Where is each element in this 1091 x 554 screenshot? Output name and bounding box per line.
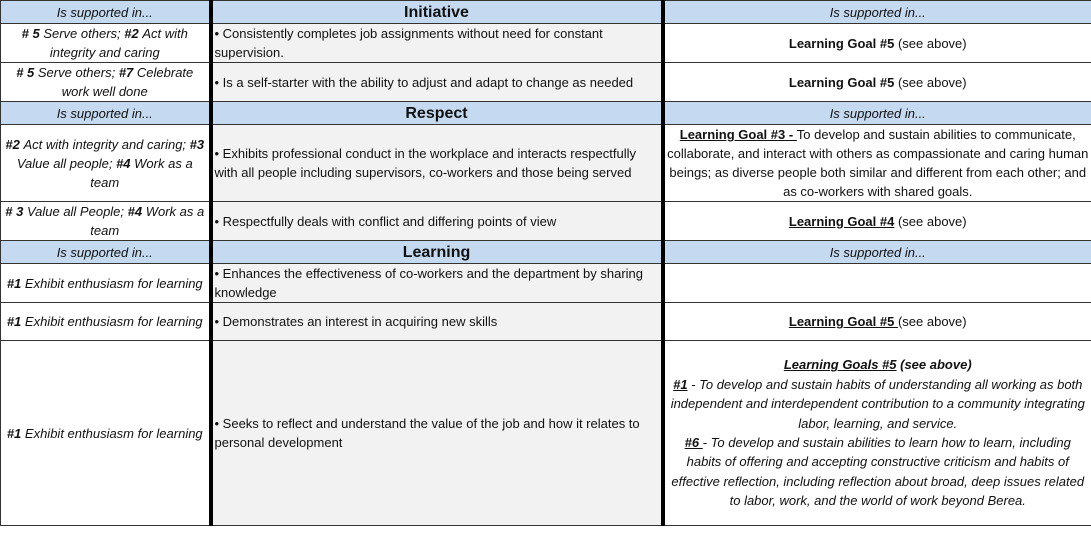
learning-goal-run: (see above) — [894, 74, 967, 90]
learning-goal-cell — [663, 264, 1091, 303]
behavior-cell: • Exhibits professional conduct in the workplace and interacts respectfully with all people including supervisors, co-workers and those being served — [211, 125, 663, 202]
learning-goal-run: Learning Goal #4 — [788, 213, 895, 229]
supported-value-run: #3 — [189, 136, 205, 152]
supported-value-run: #4 — [127, 204, 146, 219]
supported-value-run: # 5 — [16, 65, 38, 80]
learning-goal-run: Learning Goal #5 — [788, 35, 895, 51]
supported-values-cell — [1, 24, 211, 63]
supported-values-cell — [1, 63, 211, 102]
table-row — [1, 341, 1091, 526]
supported-value-run: Serve others; — [37, 65, 119, 80]
section-title: Initiative — [211, 1, 663, 24]
supported-in-label: Is supported in... — [663, 241, 1091, 264]
supported-value-run: Exhibit enthusiasm for learning — [24, 425, 203, 441]
supported-value-run: # 5 — [21, 26, 44, 41]
section-header-learning — [1, 241, 1091, 264]
section-title: Learning — [211, 241, 663, 264]
supported-value-run: Act with integrity and caring; — [23, 136, 190, 152]
learning-goal-run: Learning Goals #5 — [783, 357, 897, 373]
table-row — [1, 63, 1091, 102]
learning-goal-run: (see above) — [894, 35, 967, 51]
section-header-initiative — [1, 1, 1091, 24]
supported-value-run: #7 — [118, 65, 137, 80]
learning-goal-run: Learning Goal #5 — [788, 74, 895, 90]
learning-goal-run: Learning Goal #5 — [788, 314, 898, 329]
supported-value-run: Celebrate work well done — [61, 65, 194, 99]
supported-in-label: Is supported in... — [663, 1, 1091, 24]
behavior-cell: • Consistently completes job assignments without need for constant supervision. — [211, 24, 663, 63]
supported-value-run: Value all people; — [16, 155, 117, 171]
behavior-cell: • Seeks to reflect and understand the value of the job and how it relates to personal development — [211, 341, 663, 526]
table-row — [1, 303, 1091, 341]
learning-goal-cell — [663, 341, 1091, 526]
behavior-cell: • Is a self-starter with the ability to adjust and adapt to change as needed — [211, 63, 663, 102]
supported-value-run: # 3 — [5, 204, 27, 219]
learning-goal-run: To develop and sustain abilities to communicate, collaborate, and interact with others as compassionate and caring human beings; as diverse people both similar and different from each other; and as co-workers with shared goals. — [667, 127, 1089, 199]
learning-goal-run: #1 — [673, 376, 688, 392]
supported-values-cell — [1, 202, 211, 241]
supported-values-cell — [1, 264, 211, 303]
supported-value-run: Serve others; — [43, 26, 125, 41]
section-header-respect — [1, 102, 1091, 125]
supported-value-run: #1 — [6, 425, 25, 441]
learning-goal-run: #6 — [684, 435, 703, 450]
supported-in-label: Is supported in... — [1, 102, 211, 125]
supported-value-run: #1 — [6, 314, 25, 329]
learning-goal-run: (see above) — [897, 314, 967, 329]
supported-value-run: #1 — [6, 275, 25, 291]
learning-goal-run: Learning Goal #3 - — [679, 127, 797, 142]
table-row — [1, 24, 1091, 63]
supported-value-run: #2 — [124, 26, 143, 41]
learning-goal-cell — [663, 24, 1091, 63]
supported-in-label: Is supported in... — [1, 1, 211, 24]
behavior-cell: • Respectfully deals with conflict and differing points of view — [211, 202, 663, 241]
learning-goal-run: - To develop and sustain abilities to learn how to learn, including habits of offering and accepting constructive criticism and habits of effective reflection, including reflection about broad, deep issues related to labor, work, and the world of work beyond Berea. — [671, 435, 1085, 509]
supported-value-run: Value all People; — [26, 204, 128, 219]
supported-value-run: #4 — [116, 155, 135, 171]
competency-table-body — [1, 1, 1091, 526]
supported-in-label: Is supported in... — [1, 241, 211, 264]
supported-value-run: Exhibit enthusiasm for learning — [24, 275, 203, 291]
supported-value-run: #2 — [5, 136, 24, 152]
supported-value-run: Exhibit enthusiasm for learning — [24, 314, 203, 329]
learning-goal-run: (see above) — [896, 357, 972, 373]
table-row — [1, 264, 1091, 303]
table-row — [1, 125, 1091, 202]
section-title: Respect — [211, 102, 663, 125]
learning-goal-cell — [663, 303, 1091, 341]
learning-goal-cell — [663, 125, 1091, 202]
supported-values-cell — [1, 125, 211, 202]
supported-value-run: Act with integrity and caring — [49, 26, 188, 60]
supported-values-cell — [1, 341, 211, 526]
learning-goal-run: - To develop and sustain habits of understanding all working as both independent and interdependent contribution to a community integrating labor, learning, and service. — [670, 376, 1085, 431]
table-row — [1, 202, 1091, 241]
learning-goal-run: (see above) — [894, 213, 967, 229]
learning-goal-cell — [663, 63, 1091, 102]
supported-value-run: Work as a team — [90, 204, 205, 238]
supported-in-label: Is supported in... — [663, 102, 1091, 125]
supported-value-run: Work as a team — [90, 155, 193, 190]
behavior-cell: • Enhances the effectiveness of co-workers and the department by sharing knowledge — [211, 264, 663, 303]
supported-values-cell — [1, 303, 211, 341]
learning-goal-cell — [663, 202, 1091, 241]
behavior-cell: • Demonstrates an interest in acquiring new skills — [211, 303, 663, 341]
